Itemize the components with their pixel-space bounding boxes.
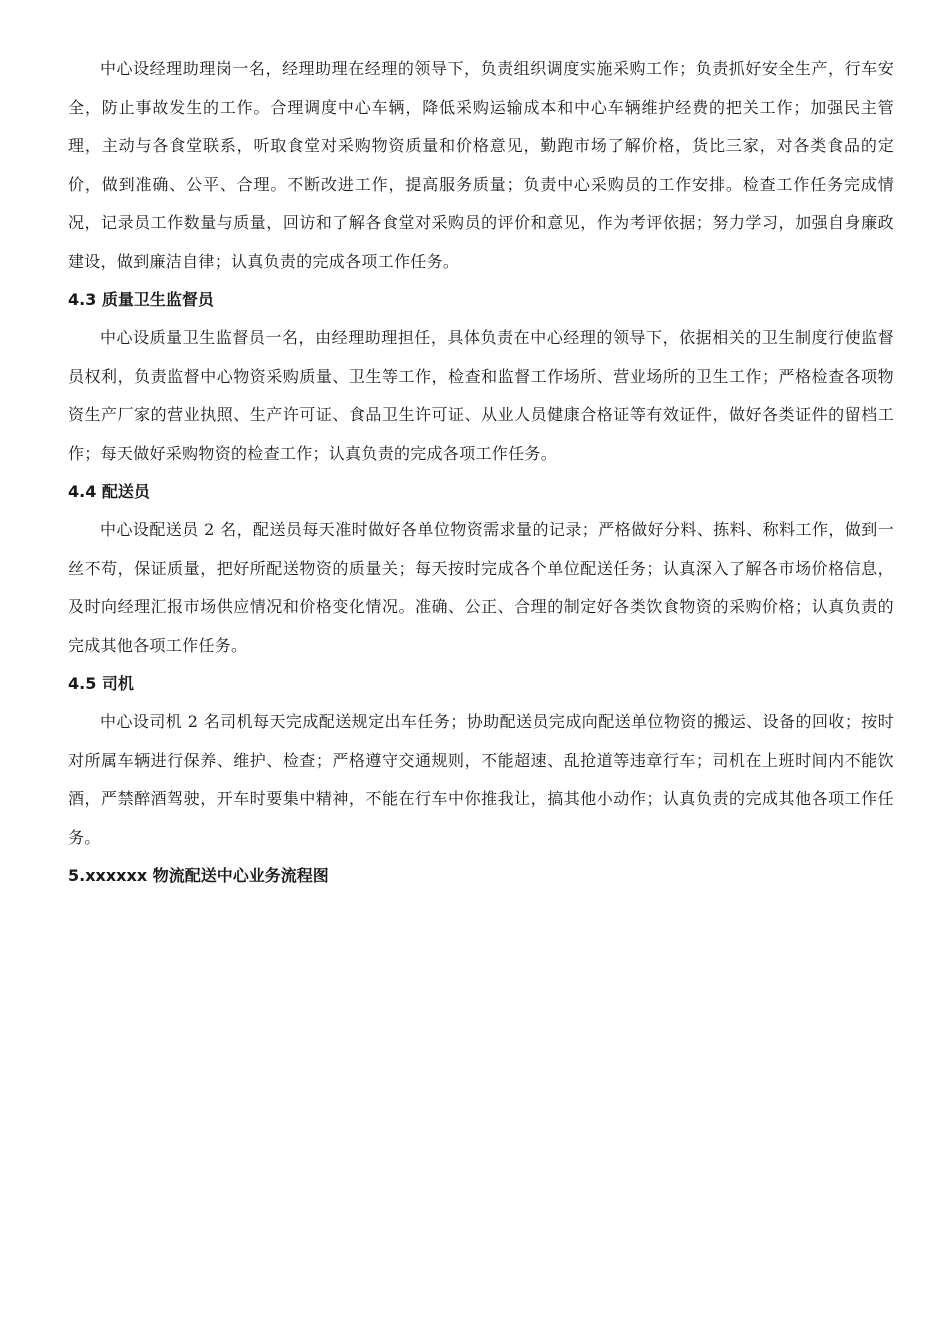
heading-flowchart: 5.xxxxxx 物流配送中心业务流程图 — [68, 866, 329, 885]
assistant-manager-duties: 中心设经理助理岗一名，经理助理在经理的领导下，负责组织调度实施采购工作；负责抓好安全生产，行车安全，防止事故发生的工作。合理调度中心车辆，降低采购运输成本和中心车辆维护经费的把关工作；加强民主管理，主动与各食堂联系，听取食堂对采购物资质量和价格意见，勤跑市场了解价格，货比三家，对各类食品的定价，做到准确、公平、合理。不断改进工作，提高服务质量；负责中心采购员的工作安排。检查工作任务完成情况，记录员工作数量与质量，回访和了解各食堂对采购员的评价和意见，作为考评依据；努力学习，加强自身廉政建设，做到廉洁自律；认真负责的完成各项工作任务。 — [68, 59, 894, 271]
heading-driver: 4.5 司机 — [68, 674, 134, 693]
heading-quality-supervisor: 4.3 质量卫生监督员 — [68, 290, 214, 309]
quality-supervisor-duties: 中心设质量卫生监督员一名，由经理助理担任，具体负责在中心经理的领导下，依据相关的卫生制度行使监督员权利，负责监督中心物资采购质量、卫生等工作，检查和监督工作场所、营业场所的卫生工作；严格检查各项物资生产厂家的营业执照、生产许可证、食品卫生许可证、从业人员健康合格证等有效证件，做好各类证件的留档工作；每天做好采购物资的检查工作；认真负责的完成各项工作任务。 — [68, 328, 894, 463]
heading-delivery-staff: 4.4 配送员 — [68, 482, 150, 501]
driver-duties: 中心设司机 2 名司机每天完成配送规定出车任务；协助配送员完成向配送单位物资的搬运、设备的回收；按时对所属车辆进行保养、维护、检查；严格遵守交通规则，不能超速、乱抢道等违章行车；司机在上班时间内不能饮酒，严禁醉酒驾驶，开车时要集中精神，不能在行车中你推我让，搞其他小动作；认真负责的完成其他各项工作任务。 — [68, 712, 894, 847]
document-page — [68, 50, 894, 895]
delivery-staff-duties: 中心设配送员 2 名，配送员每天准时做好各单位物资需求量的记录；严格做好分料、拣料、称料工作，做到一丝不苟，保证质量，把好所配送物资的质量关；每天按时完成各个单位配送任务；认真深入了解各市场价格信息，及时向经理汇报市场供应情况和价格变化情况。准确、公正、合理的制定好各类饮食物资的采购价格；认真负责的完成其他各项工作任务。 — [68, 520, 894, 655]
